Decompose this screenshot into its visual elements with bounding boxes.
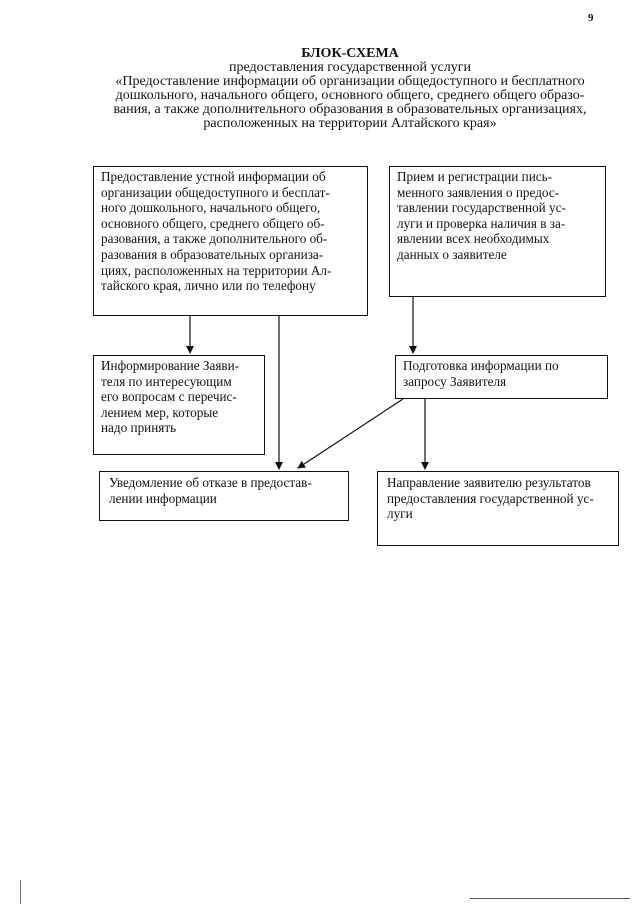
- header-line-3: дошкольного, начального общего, основного общего, среднего общего образо-: [115, 88, 585, 103]
- box-line: его вопросам с перечис-: [101, 389, 237, 405]
- box-line: Подготовка информации по: [403, 358, 559, 373]
- box-line: Уведомление об отказе в предостав-: [109, 475, 312, 490]
- header-line-1: предоставления государственной услуги: [229, 60, 471, 75]
- box-line: тавлении государственной ус-: [397, 200, 566, 216]
- box-line: запросу Заявителя: [403, 373, 507, 389]
- box-line: ного дошкольного, начального общего,: [101, 200, 321, 216]
- box-line: данных о заявителе: [397, 246, 507, 262]
- box-line: разования, а также дополнительного об-: [101, 231, 328, 247]
- box-refusal-notice: [99, 471, 349, 521]
- box-line: луги: [387, 506, 413, 522]
- box-line: основного общего, среднего общего об-: [101, 215, 325, 231]
- box-oral-information: [93, 166, 368, 316]
- box-line: тайского края, лично или по телефону: [101, 278, 316, 294]
- box-line: теля по интересующим: [101, 373, 232, 389]
- box-line: Прием и регистрации пись-: [397, 169, 553, 184]
- arrow-prepare-to-refusal: [298, 399, 403, 468]
- box-prepare-information: [395, 355, 608, 399]
- box-line: разования в образовательных организа-: [101, 246, 324, 262]
- box-line: надо принять: [101, 420, 177, 436]
- header-line-2: «Предоставление информации об организации общедоступного и бесплатного: [115, 74, 585, 89]
- box-line: организации общедоступного и бесплат-: [101, 184, 330, 200]
- header-line-5: расположенных на территории Алтайского края»: [203, 116, 497, 131]
- box-inform-applicant: [93, 355, 265, 455]
- footer-rule: [470, 898, 630, 899]
- box-line: явлении всех необходимых: [397, 231, 550, 247]
- box-line: лении информации: [109, 490, 217, 506]
- box-line: Направление заявителю результатов: [387, 475, 591, 490]
- box-line: Информирование Заяви-: [101, 358, 240, 373]
- box-line: предоставления государственной ус-: [387, 490, 594, 506]
- box-line: лением мер, которые: [101, 404, 219, 420]
- diagram-title: БЛОК-СХЕМА: [301, 46, 399, 61]
- box-line: менного заявления о предос-: [397, 184, 560, 200]
- header-line-4: вания, а также дополнительного образования в образовательных организациях,: [113, 102, 587, 117]
- page-number: 9: [588, 12, 594, 24]
- scan-edge-mark: [20, 880, 21, 904]
- box-written-request: [389, 166, 606, 297]
- box-line: Предоставление устной информации об: [101, 169, 326, 184]
- box-line: луги и проверка наличия в за-: [397, 215, 566, 231]
- box-line: циях, расположенных на территории Ал-: [101, 262, 332, 278]
- box-send-results: [377, 471, 619, 546]
